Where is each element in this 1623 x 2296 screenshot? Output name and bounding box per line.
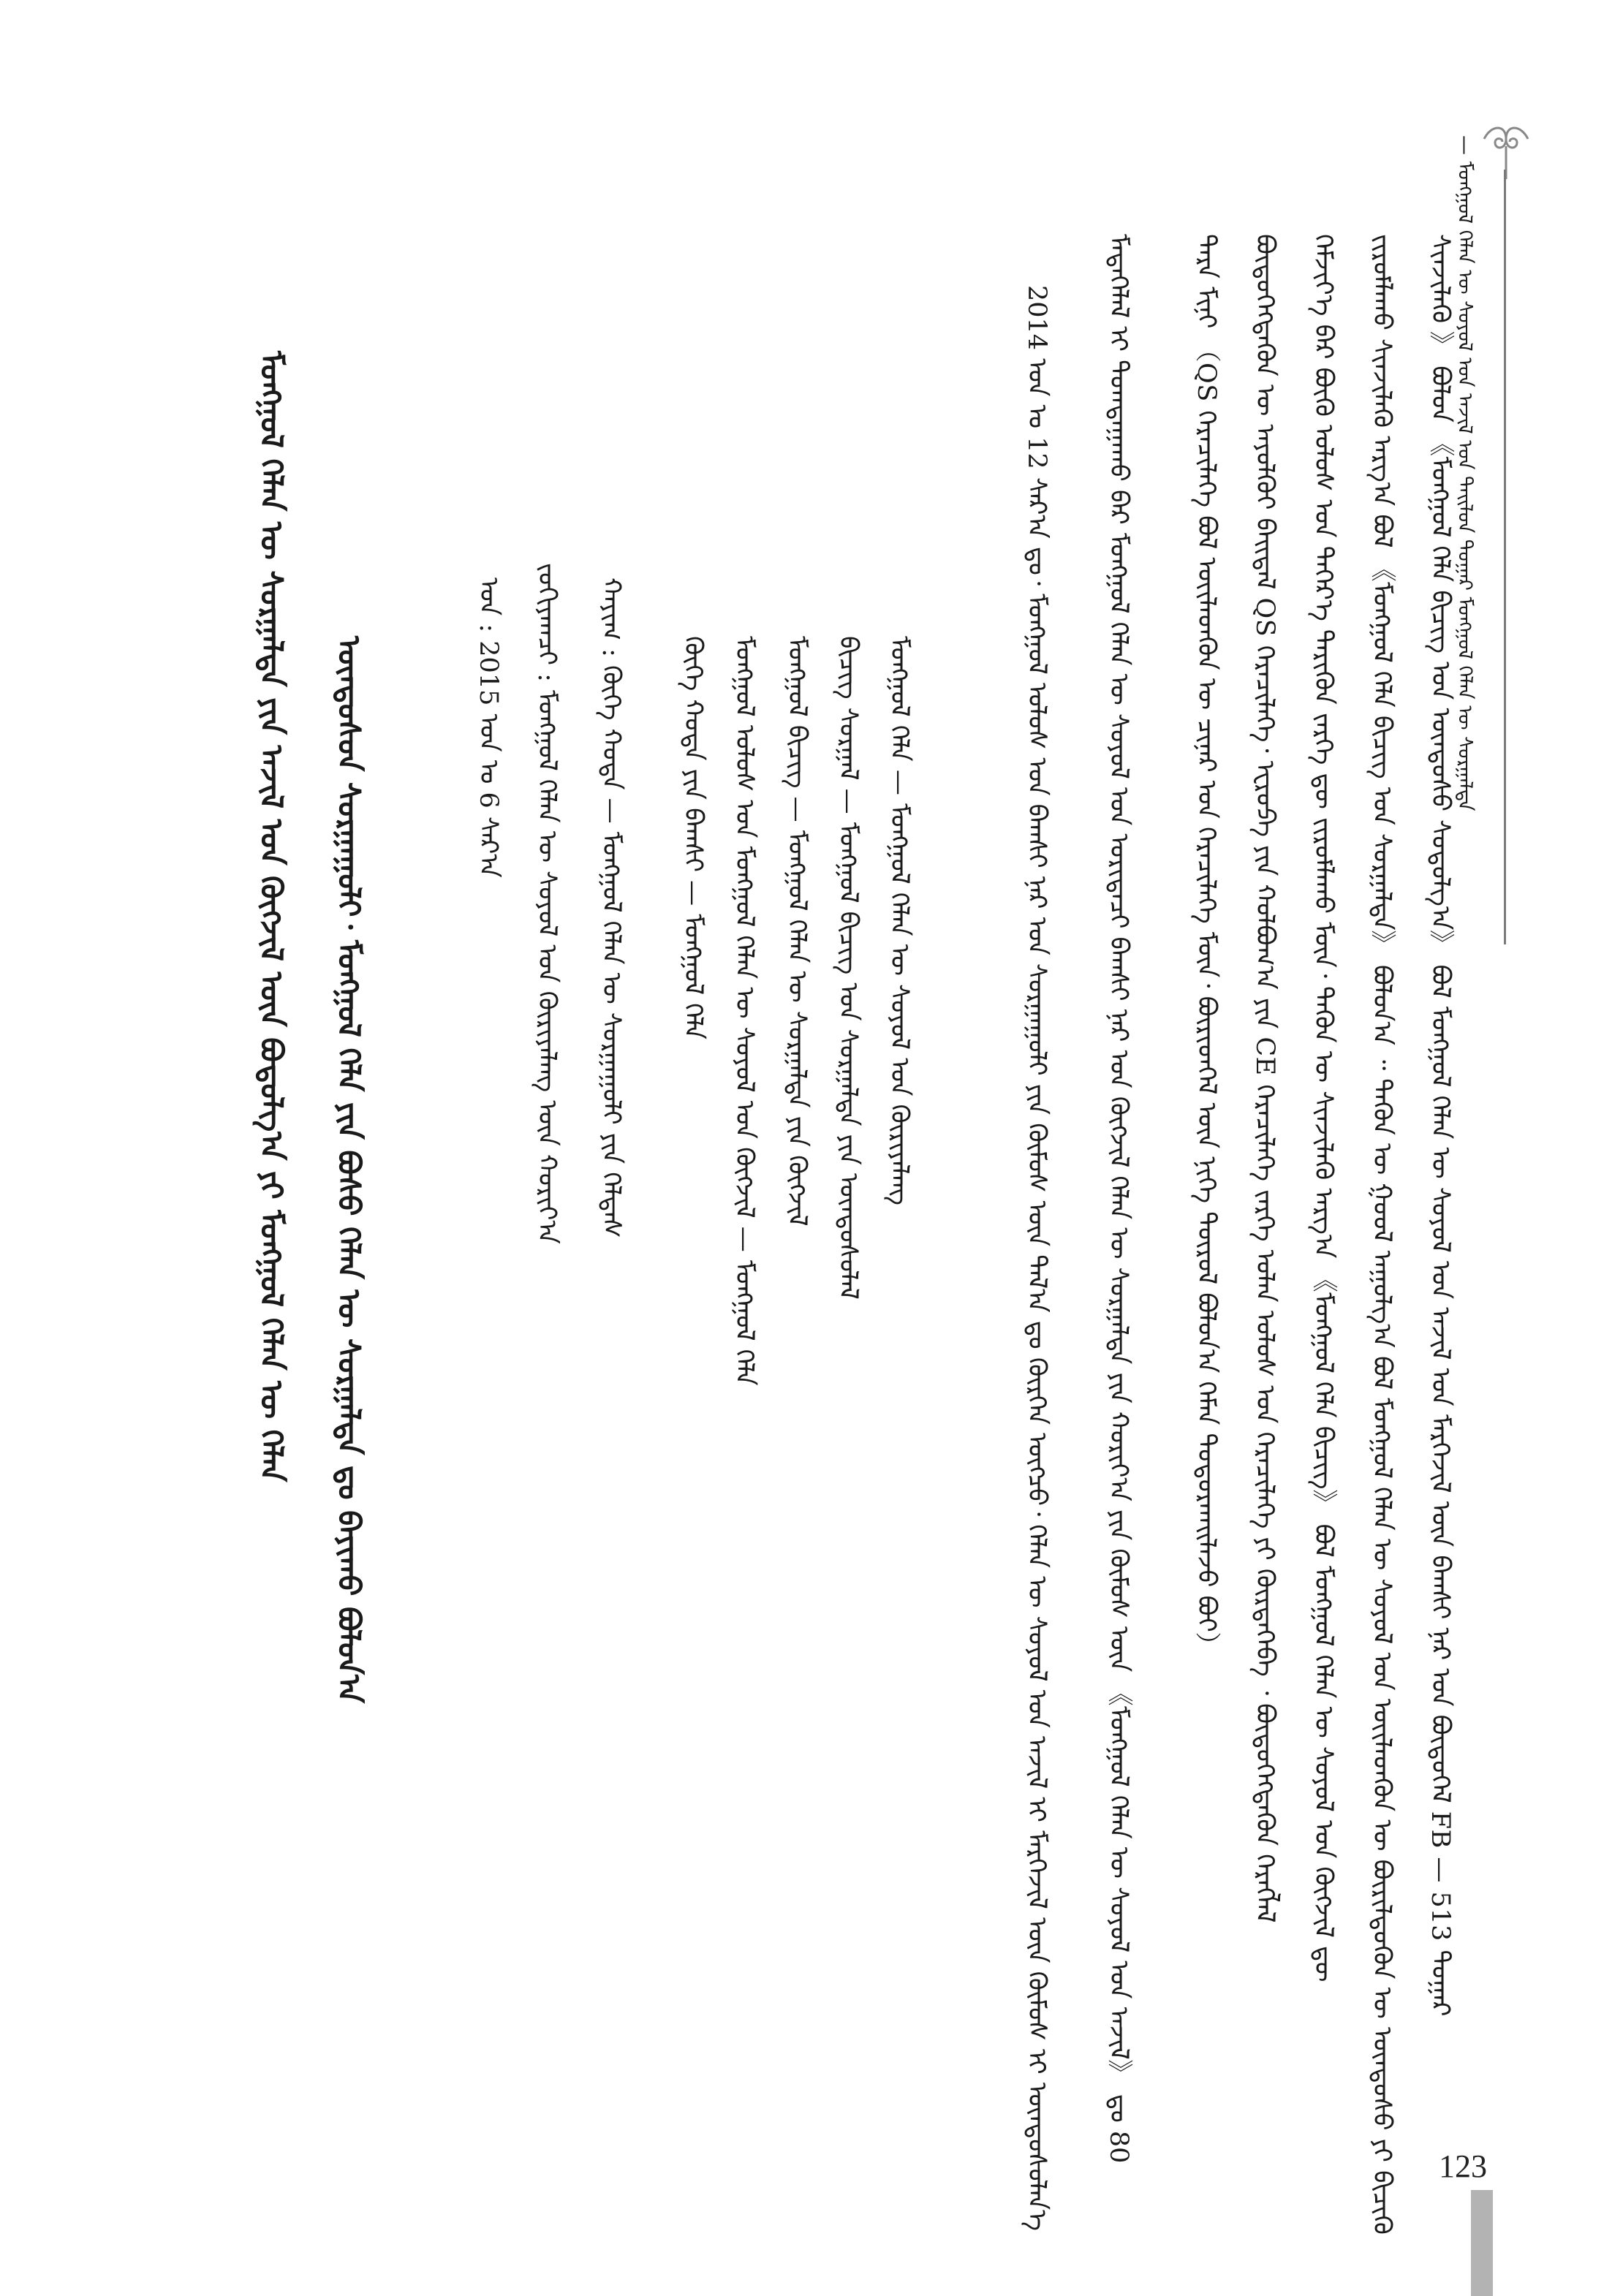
body-line: ᠪᠦᠲᠦᠭᠡᠭᠳᠡᠬᠦᠨ ᠦ ᠠᠶᠤᠯᠭᠦᠢ ᠪᠠᠢᠳᠠᠯ QS ᠭᠡᠷᠡᠴᠢᠯᠡᠭᠡ᠂ ᠡᠸᠷᠤᠫᠠ ᠶᠢᠨ ᠬᠣᠯᠪᠣᠭ᠎ᠠ ᠶᠢᠨ CE ᠭᠡᠷᠡᠴᠢᠯᠡᠭᠡ ᠵᠡᠷᠭᠡ ᠣᠯᠠᠨ ᠤᠯᠤᠰ ᠤᠨ ᠭᠡᠷᠡᠴᠢᠯᠡᠭᠡ ᠶᠢ ᠬᠦᠷᠲᠡᠭᠡᠪᠡ ᠂ ᠪᠦᠲᠦᠭᠡᠭᠳᠡᠬᠦᠨ ᠬᠡᠷᠡᠭᠯᠡᠯ <box>1250 234 1279 1923</box>
body-line: ᠲᠡᠷᠡ ᠮᠢᠨᠢ （QS ᠭᠡᠷᠡᠴᠢᠯᠡᠭᠡ ᠪᠣᠯ ᠦᠢᠯᠡᠳᠬᠦᠨ ᠦ ᠴᠢᠨᠠᠷ ᠤᠨ ᠭᠡᠷᠡᠴᠢᠯᠡᠭᠡ ᠮᠥᠨ᠂ ᠪᠦᠷᠢᠳᠬᠡᠯ ᠦᠨ ᠨᠢᠭᠡ ᠲᠥᠷᠥᠯ ᠪᠣᠯᠤᠨ᠎ᠠ ᠬᠡᠮᠡᠨ ᠲᠣᠳᠣᠷᠬᠠᠢᠯᠠᠵᠤ ᠪᠣᠢ） <box>1192 234 1221 1659</box>
reference-line: ᠬᠥᠬᠡ ᠬᠣᠲᠠ ᠶᠢᠨ ᠪᠠᠭᠰᠢ — ᠮᠣᠩᠭᠣᠯ ᠬᠡᠯᠡ <box>678 636 708 1039</box>
running-head: — ᠮᠣᠩᠭᠣᠯ ᠬᠡᠯᠡᠨ ᠦ ᠰᠣᠶᠣᠯ ᠤᠨ ᠠᠵᠢᠯ ᠤᠨ ᠲᠠᠢᠯᠤᠨ ᠳᠤᠭᠠᠷ ᠮᠣᠩᠭᠣᠯ ᠬᠡᠯᠡᠨ ᠦ ᠰᠤᠷᠭᠠᠯᠲᠠ <box>1453 135 1476 811</box>
body-line: ᠮᠡᠳᠡᠭᠡᠯᠡᠯ ᠢ ᠲᠣᠭᠲᠠᠭᠠᠬᠤ ᠪᠠᠷ ᠮᠣᠩᠭᠣᠯ ᠬᠡᠯᠡᠨ ᠦ ᠰᠣᠶᠣᠯ ᠤᠨ ᠤᠷᠢᠳᠠᠴᠢ ᠪᠠᠭᠰᠢ ᠨᠠᠷ ᠤᠨ ᠬᠥᠭᠵᠢᠯ ᠬᠡᠯᠡᠨ ᠦ ᠰᠤᠷᠭᠠᠯᠲᠠ ᠶᠢᠨ ᠬᠣᠷᠢᠶ᠎ᠠ ᠶᠢᠨ ᠬᠦᠮᠦᠰ ᠦᠨ 《ᠮᠣᠩᠭᠣᠯ ᠬᠡᠯᠡᠨ ᠦ ᠰᠣᠶᠣᠯ ᠤᠨ ᠠᠵᠢᠯ》 ᠳᠤ 80 <box>1104 234 1133 2164</box>
section-title: ᠦᠨᠳᠦᠰᠦᠨ ᠰᠤᠷᠭᠠᠭᠤᠯᠢ᠂ ᠮᠣᠩᠭᠣᠯ ᠬᠡᠯᠡ ᠶᠢᠨ ᠪᠤᠰᠤ ᠬᠡᠯᠡᠨ ᠦ ᠰᠤᠷᠭᠠᠯᠲᠠ ᠳᠤ ᠪᠠᠶᠢᠬᠤ ᠪᠣᠯᠤᠨ᠎ᠠ <box>331 636 367 1704</box>
body-line: ᠰᠢᠨᠵᠢᠯᠡᠬᠦ 》 ᠪᠣᠯᠤᠨ 《ᠮᠣᠩᠭᠣᠯ ᠬᠡᠯᠡ ᠪᠢᠴᠢᠭ ᠤᠨ ᠦᠨᠳᠦᠰᠦ ᠰᠤᠳᠤᠯᠭ᠎ᠠ》 ᠪᠣᠯ ᠮᠣᠩᠭᠣᠯ ᠬᠡᠯᠡᠨ ᠦ ᠰᠣᠶᠣᠯ ᠤᠨ ᠠᠵᠢᠯ ᠤᠨ ᠮᠡᠷᠭᠡᠵᠢᠯ ᠦᠨ ᠪᠠᠭᠰᠢ ᠨᠠᠷ ᠤᠨ ᠪᠦᠲᠦᠭᠡᠯ FB — 513 ᠳᠤᠭᠠᠷ <box>1426 234 1455 2017</box>
reference-line: ᠮᠣᠩᠭᠣᠯ ᠪᠢᠴᠢᠭ — ᠮᠣᠩᠭᠣᠯ ᠬᠡᠯᠡᠨ ᠦ ᠰᠤᠷᠭᠠᠯᠲᠠ ᠶᠢᠨ ᠬᠥᠭᠵᠢᠯ <box>782 636 812 1227</box>
body-line: ᠬᠡᠮᠵᠢᠶ᠎ᠡ ᠪᠠᠷ ᠪᠦᠬᠦ ᠤᠯᠤᠰ ᠤᠨ ᠳᠡᠭᠡᠷ᠎ᠡ ᠲᠡᠷᠢᠭᠦᠨ ᠵᠡᠷᠭᠡ ᠳᠦ ᠵᠢᠷᠤᠮᠯᠠᠬᠤ ᠮᠥᠨ᠂ ᠲᠡᠭᠦᠨ ᠦ ᠰᠢᠨᠵᠢᠯᠡᠬᠦ ᠠᠷᠭ᠎ᠠ 《ᠮᠣᠩᠭᠣᠯ ᠬᠡᠯᠡ ᠪᠢᠴᠢᠭ》 ᠪᠣᠯ ᠮᠣᠩᠭᠣᠯ ᠬᠡᠯᠡᠨ ᠦ ᠰᠣᠶᠣᠯ ᠤᠨ ᠬᠥᠭᠵᠢᠯ ᠳᠦ <box>1309 234 1338 1982</box>
header-rule <box>1504 170 1506 944</box>
page-number: 123 <box>1439 2148 1487 2184</box>
body-line: 2014 ᠣᠨ ᠤ 12 ᠰᠠᠷ᠎ᠠ ᠳᠤ᠂ ᠮᠣᠩᠭᠣᠯ ᠤᠯᠤᠰ ᠤᠨ ᠪᠠᠭᠰᠢ ᠨᠠᠷ ᠤᠨ ᠰᠤᠷᠭᠠᠭᠤᠯᠢ ᠶᠢᠨ ᠬᠦᠮᠦᠰ ᠦᠨ ᠲᠠᠯ᠎ᠠ ᠳᠤ ᠬᠦᠷᠭᠡᠨ ᠥᠭᠴᠦ᠂ ᠬᠡᠯᠡᠨ ᠦ ᠰᠣᠶᠣᠯ ᠤᠨ ᠠᠵᠢᠯ ᠢ ᠮᠡᠷᠭᠡᠵᠢᠯ ᠦᠨ ᠬᠦᠮᠦᠰ ᠢ ᠦᠨᠳᠦᠰᠦᠯᠡᠨ᠎ᠡ <box>1022 285 1051 2232</box>
thumb-tab <box>1471 2190 1493 2296</box>
reference-line: ᠪᠢᠴᠢᠭ ᠰᠤᠷᠭᠠᠯ — ᠮᠣᠩᠭᠣᠯ ᠪᠢᠴᠢᠭ ᠤᠨ ᠰᠤᠷᠭᠠᠯᠲᠠ ᠶᠢᠨ ᠦᠨᠳᠦᠰᠦᠯᠡᠯ <box>833 636 863 1300</box>
reference-line: ᠮᠣᠩᠭᠣᠯ ᠤᠯᠤᠰ ᠤᠨ ᠮᠣᠩᠭᠣᠯ ᠬᠡᠯᠡᠨ ᠦ ᠰᠣᠶᠣᠯ ᠤᠨ ᠬᠥᠭᠵᠢᠯ — ᠮᠣᠩᠭᠣᠯ ᠬᠡᠯᠡ <box>730 636 759 1386</box>
section-title: ᠮᠣᠩᠭᠣᠯ ᠬᠡᠯᠡᠨ ᠦ ᠰᠤᠷᠭᠠᠯᠲᠠ ᠶᠢᠨ ᠠᠵᠢᠯ ᠤᠨ ᠬᠥᠭᠵᠢᠯ ᠦᠨ ᠪᠣᠳᠤᠯᠭ᠎ᠠ ᠶᠢ ᠮᠣᠩᠭᠣᠯ ᠬᠡᠯᠡᠨ ᠦ ᠬᠡᠯᠡᠨ <box>254 351 290 1482</box>
ornament-icon <box>1477 117 1535 183</box>
reference-line: ᠵᠣᠬᠢᠶᠠᠭᠴᠢ : ᠮᠣᠩᠭᠣᠯ ᠬᠡᠯᠡᠨ ᠦ ᠰᠣᠶᠣᠯ ᠤᠨ ᠬᠦᠷᠢᠶᠡᠯᠡᠩ ᠦᠨ ᠬᠣᠷᠢᠶ᠎ᠠ <box>532 563 561 1244</box>
reference-line: ᠬᠠᠶᠢᠭ : ᠬᠥᠬᠡ ᠬᠣᠲᠠ — ᠮᠣᠩᠭᠣᠯ ᠬᠡᠯᠡᠨ ᠦ ᠰᠤᠷᠭᠠᠭᠤᠯᠢ ᠶᠢᠨ ᠬᠡᠯᠲᠡᠰ <box>597 577 626 1238</box>
reference-line: ᠮᠣᠩᠭᠣᠯ ᠬᠡᠯᠡ — ᠮᠣᠩᠭᠣᠯ ᠬᠡᠯᠡᠨ ᠦ ᠰᠣᠶᠣᠯ ᠤᠨ ᠬᠦᠷᠢᠶᠡᠯᠡᠩ <box>885 636 914 1206</box>
reference-line: ᠣᠨ : 2015 ᠣᠨ ᠤ 6 ᠰᠠᠷ᠎ᠠ <box>474 577 503 878</box>
body-line: ᠵᠢᠷᠤᠮᠯᠠᠬᠤ ᠰᠢᠨᠵᠢᠯᠡᠬᠦ ᠠᠷᠭ᠎ᠠ ᠪᠣᠯ 《ᠮᠣᠩᠭᠣᠯ ᠬᠡᠯᠡ ᠪᠢᠴᠢᠭ ᠤᠨ ᠰᠤᠷᠭᠠᠯᠲᠠ》 ᠪᠣᠯᠤᠨ᠎ᠠ ᠃ ᠲᠡᠭᠦᠨ ᠦ ᠭᠣᠣᠯ ᠠᠭᠤᠯᠭ᠎ᠠ ᠪᠣᠯ ᠮᠣᠩᠭᠣᠯ ᠬᠡᠯᠡᠨ ᠦ ᠰᠣᠶᠣᠯ ᠤᠨ ᠦᠢᠯᠡᠳᠬᠦᠨ ᠦ ᠪᠦᠷᠢᠯᠳᠦᠬᠦᠨ ᠦ ᠦᠨᠳᠦᠰᠦ ᠶᠢ ᠪᠢᠴᠢᠬᠦ <box>1367 234 1396 2235</box>
